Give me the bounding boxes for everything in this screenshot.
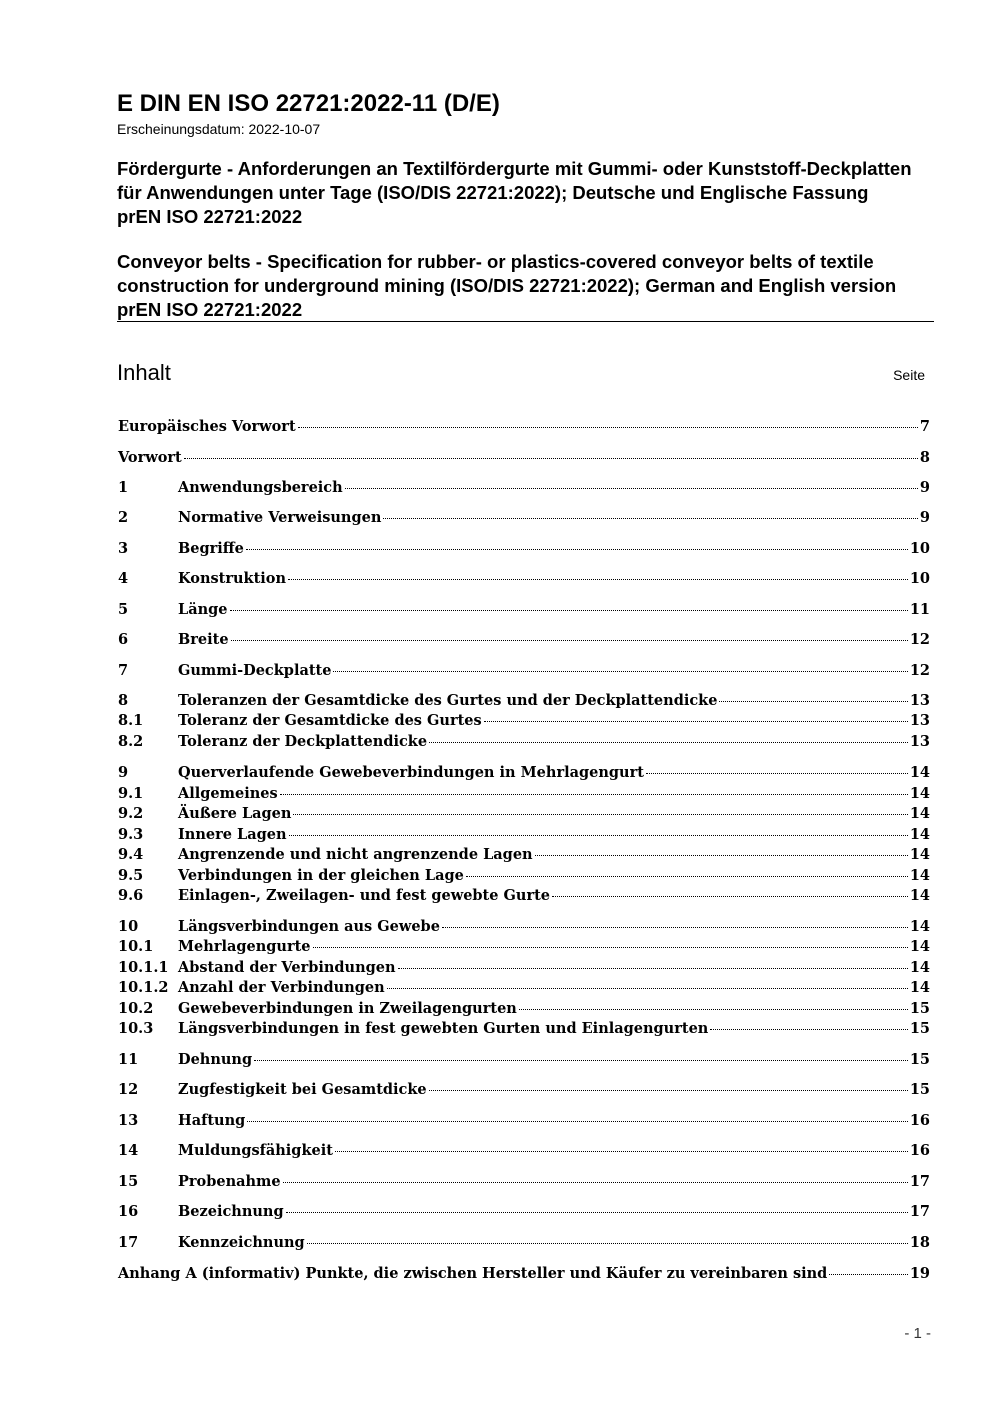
toc-entry-number: 8.2 [118,733,144,750]
toc-entry[interactable] [118,601,930,621]
toc-dot-leader [383,518,918,519]
toc-dot-leader [719,701,907,702]
toc-entry-page: 16 [909,1142,930,1159]
toc-entry-title: Anwendungsbereich [178,479,343,496]
toc-dot-leader [429,742,908,743]
toc-entry-number: 10.1.1 [118,959,169,976]
toc-dot-leader [293,814,907,815]
toc-entry[interactable] [118,1203,930,1223]
toc-entry-title: Querverlaufende Gewebeverbindungen in Mehrlagengurt [178,764,644,781]
toc-entry[interactable] [118,1112,930,1132]
toc-entry-number: 9.4 [118,846,144,863]
toc-entry[interactable] [118,1051,930,1071]
toc-entry-title: Normative Verweisungen [178,509,382,526]
toc-entry-title: Anhang A (informativ) Punkte, die zwischen Hersteller und Käufer zu vereinbaren sind [118,1265,828,1282]
toc-dot-leader [552,896,908,897]
toc-entry[interactable] [118,1265,930,1285]
toc-entry-title: Verbindungen in der gleichen Lage [178,867,464,884]
toc-dot-leader [231,640,908,641]
toc-entry-title: Haftung [178,1112,246,1129]
document-id: E DIN EN ISO 22721:2022-11 (D/E) [117,90,500,117]
toc-entry-page: 8 [919,449,930,466]
toc-entry-page: 19 [909,1265,930,1282]
toc-dot-leader [335,1151,908,1152]
toc-dot-leader [283,1182,908,1183]
toc-entry-number: 6 [118,631,129,648]
toc-entry-page: 15 [909,1081,930,1098]
toc-entry[interactable] [118,733,930,753]
toc-entry-page: 17 [909,1173,930,1190]
toc-entry-title: Breite [178,631,229,648]
toc-entry-number: 8 [118,692,129,709]
toc-entry-number: 17 [118,1234,139,1251]
toc-entry-title: Vorwort [118,449,182,466]
toc-entry-title: Probenahme [178,1173,281,1190]
toc-entry-page: 12 [909,631,930,648]
toc-entry-page: 14 [909,887,930,904]
toc-entry[interactable] [118,662,930,682]
toc-entry-page: 7 [919,418,930,435]
toc-entry-number: 10.1 [118,938,154,955]
toc-entry[interactable] [118,712,930,732]
toc-entry[interactable] [118,846,930,866]
toc-entry[interactable] [118,938,930,958]
toc-entry-title: Zugfestigkeit bei Gesamtdicke [178,1081,427,1098]
toc-dot-leader [398,968,908,969]
toc-entry[interactable] [118,1081,930,1101]
toc-entry-page: 15 [909,1000,930,1017]
toc-entry-page: 14 [909,938,930,955]
toc-entry-page: 17 [909,1203,930,1220]
toc-entry-title: Äußere Lagen [178,805,292,822]
toc-entry-title: Länge [178,601,228,618]
toc-entry-title: Gewebeverbindungen in Zweilagengurten [178,1000,517,1017]
toc-entry-number: 14 [118,1142,139,1159]
toc-entry-number: 5 [118,601,129,618]
toc-entry-title: Abstand der Verbindungen [178,959,396,976]
toc-entry-page: 15 [909,1020,930,1037]
toc-entry-number: 9 [118,764,129,781]
toc-dot-leader [289,835,908,836]
toc-entry-page: 13 [909,712,930,729]
toc-entry-page: 12 [909,662,930,679]
toc-entry-number: 9.3 [118,826,144,843]
toc-entry-page: 14 [909,785,930,802]
toc-entry[interactable] [118,1000,930,1020]
toc-entry-title: Anzahl der Verbindungen [178,979,385,996]
toc-entry[interactable] [118,805,930,825]
toc-dot-leader [345,488,918,489]
toc-entry-number: 13 [118,1112,139,1129]
toc-entry-page: 13 [909,733,930,750]
toc-entry-number: 8.1 [118,712,144,729]
toc-entry[interactable] [118,631,930,651]
toc-entry[interactable] [118,1234,930,1254]
toc-entry-page: 14 [909,805,930,822]
toc-entry-page: 14 [909,867,930,884]
toc-entry[interactable] [118,1142,930,1162]
toc-entry-title: Einlagen-, Zweilagen- und fest gewebte Gurte [178,887,551,904]
toc-entry-number: 10 [118,918,139,935]
toc-dot-leader [535,855,908,856]
toc-entry-title: Kennzeichnung [178,1234,305,1251]
toc-entry-title: Längsverbindungen aus Gewebe [178,918,440,935]
toc-entry-title: Europäisches Vorwort [118,418,296,435]
toc-entry-page: 11 [909,601,930,618]
toc-entry-number: 2 [118,509,129,526]
toc-entry[interactable] [118,1020,930,1040]
toc-entry-page: 9 [919,479,930,496]
toc-entry[interactable] [118,418,930,438]
toc-entry-title: Muldungsfähigkeit [178,1142,333,1159]
toc-entry-title: Toleranz der Deckplattendicke [178,733,428,750]
toc-entry-page: 13 [909,692,930,709]
toc-dot-leader [484,721,908,722]
toc-entry-title: Gummi-Deckplatte [178,662,332,679]
toc-entry-number: 9.1 [118,785,144,802]
toc-dot-leader [184,458,918,459]
toc-dot-leader [442,927,908,928]
toc-entry-title: Innere Lagen [178,826,287,843]
title-english: Conveyor belts - Specification for rubber- or plastics-covered conveyor belts of textile construction for underground mining (ISO/DIS 22721:2022); German and English version prEN ISO 22721:2022 [117,251,897,320]
toc-heading: Inhalt [117,360,171,385]
toc-entry-page: 10 [909,540,930,557]
table-of-contents [118,0,930,1403]
toc-entry[interactable] [118,979,930,999]
toc-entry-page: 15 [909,1051,930,1068]
toc-entry-title: Mehrlagengurte [178,938,311,955]
toc-entry-number: 10.2 [118,1000,154,1017]
toc-entry[interactable] [118,764,930,784]
toc-dot-leader [288,579,908,580]
toc-entry-number: 10.1.2 [118,979,169,996]
toc-entry-number: 9.2 [118,805,144,822]
toc-entry[interactable] [118,570,930,590]
toc-dot-leader [333,671,907,672]
toc-entry-title: Toleranzen der Gesamtdicke des Gurtes und der Deckplattendicke [178,692,718,709]
toc-dot-leader [254,1060,908,1061]
toc-dot-leader [646,773,908,774]
toc-entry-page: 14 [909,764,930,781]
toc-entry[interactable] [118,918,930,938]
toc-entry[interactable] [118,887,930,907]
toc-dot-leader [387,988,908,989]
toc-entry-page: 10 [909,570,930,587]
toc-entry-page: 18 [909,1234,930,1251]
toc-entry[interactable] [118,867,930,887]
toc-entry-page: 16 [909,1112,930,1129]
toc-entry-number: 10.3 [118,1020,154,1037]
toc-entry-number: 12 [118,1081,139,1098]
toc-entry-page: 9 [919,509,930,526]
title-german: Fördergurte - Anforderungen an Textilfördergurte mit Gummi- oder Kunststoff-Deckplatten für Anwendungen unter Tage (ISO/DIS 22721:2022); Deutsche und Englische Fassung prEN ISO 22721:2022 [117,158,912,227]
toc-dot-leader [230,610,908,611]
toc-entry-number: 15 [118,1173,139,1190]
toc-entry[interactable] [118,826,930,846]
toc-entry-page: 14 [909,979,930,996]
toc-entry-number: 16 [118,1203,139,1220]
toc-dot-leader [429,1090,908,1091]
toc-dot-leader [710,1029,907,1030]
toc-entry-number: 3 [118,540,129,557]
toc-dot-leader [519,1009,908,1010]
toc-entry[interactable] [118,785,930,805]
toc-entry-title: Bezeichnung [178,1203,284,1220]
toc-entry-title: Konstruktion [178,570,287,587]
toc-dot-leader [307,1243,908,1244]
toc-dot-leader [280,794,908,795]
toc-entry-page: 14 [909,826,930,843]
toc-entry-page: 14 [909,846,930,863]
toc-entry[interactable] [118,959,930,979]
toc-entry-title: Toleranz der Gesamtdicke des Gurtes [178,712,482,729]
toc-dot-leader [313,947,908,948]
toc-entry-title: Begriffe [178,540,244,557]
toc-dot-leader [829,1274,907,1275]
toc-entry[interactable] [118,449,930,469]
toc-page-column-label: Seite [893,367,925,383]
toc-entry-number: 9.5 [118,867,144,884]
toc-entry-number: 4 [118,570,129,587]
toc-entry-number: 9.6 [118,887,144,904]
toc-entry-number: 7 [118,662,129,679]
toc-entry[interactable] [118,692,930,712]
toc-entry[interactable] [118,540,930,560]
toc-dot-leader [286,1212,908,1213]
toc-dot-leader [247,1121,908,1122]
toc-entry-page: 14 [909,918,930,935]
toc-dot-leader [298,427,918,428]
publication-date: Erscheinungsdatum: 2022-10-07 [117,121,321,137]
toc-entry-title: Dehnung [178,1051,253,1068]
toc-entry-page: 14 [909,959,930,976]
toc-entry[interactable] [118,509,930,529]
toc-entry-title: Angrenzende und nicht angrenzende Lagen [178,846,533,863]
toc-entry-title: Allgemeines [178,785,278,802]
toc-dot-leader [466,876,908,877]
page-number: - 1 - [904,1325,931,1342]
toc-entry[interactable] [118,479,930,499]
toc-entry-title: Längsverbindungen in fest gewebten Gurten und Einlagengurten [178,1020,709,1037]
toc-entry-number: 1 [118,479,129,496]
toc-entry-number: 11 [118,1051,139,1068]
toc-dot-leader [246,549,908,550]
toc-entry[interactable] [118,1173,930,1193]
